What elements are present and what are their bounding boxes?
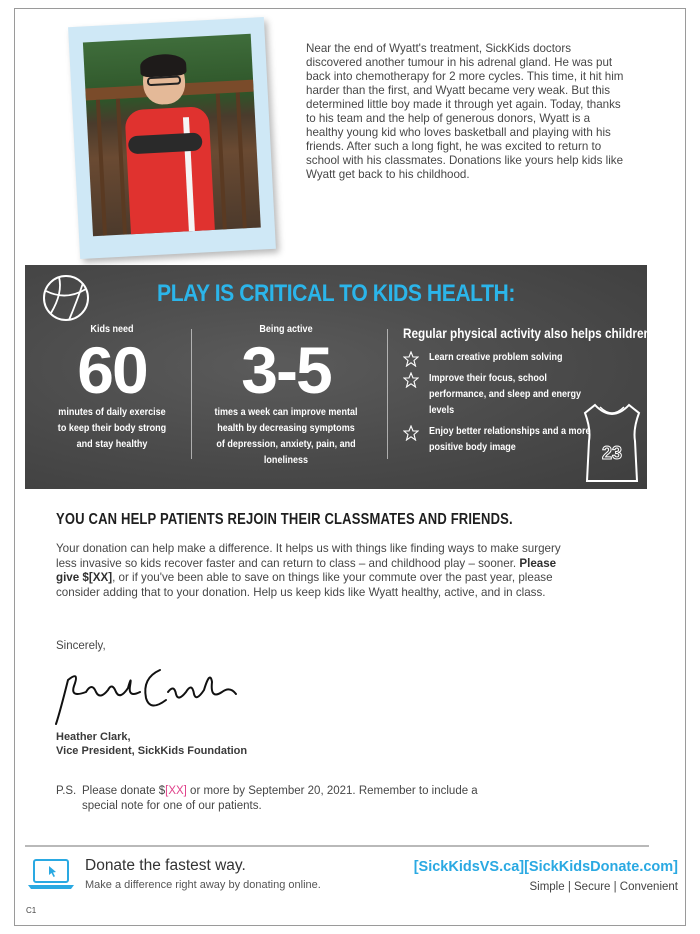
star-icon bbox=[403, 351, 419, 367]
chalkboard-title: PLAY IS CRITICAL TO KIDS HEALTH: bbox=[157, 280, 515, 307]
stat2-description: times a week can improve mental health by decreasing symptoms of depression, anxiety, pain, and loneliness bbox=[214, 406, 358, 466]
star-icon bbox=[403, 372, 419, 388]
stat1-label: Kids need bbox=[90, 323, 134, 335]
postscript: P.S. Please donate $[XX] or more by September 20, 2021. Remember to include a special note for one of our patients. bbox=[56, 785, 478, 812]
amount-placeholder: [XX] bbox=[88, 571, 113, 584]
footer-subtitle: Make a difference right away by donating online. bbox=[85, 879, 321, 891]
footer-divider bbox=[25, 845, 649, 847]
signer-block bbox=[56, 730, 247, 758]
footer-title: Donate the fastest way. bbox=[85, 857, 246, 874]
chalk-divider bbox=[387, 329, 388, 459]
please-give-text: Please give $ bbox=[56, 556, 557, 584]
benefit-item: Improve their focus, school performance, and sleep and energy levels bbox=[403, 370, 633, 418]
benefits-heading: Regular physical activity also helps children: bbox=[403, 325, 655, 341]
donate-url-link[interactable]: [SickKidsVS.ca][SickKidsDonate.com] bbox=[413, 859, 678, 875]
stat-60-minutes bbox=[47, 323, 177, 452]
ps-amount-placeholder: [XX] bbox=[165, 785, 187, 797]
stat-3-5-times bbox=[201, 323, 371, 468]
polaroid-photo-frame bbox=[68, 17, 276, 259]
jersey-icon bbox=[581, 401, 643, 485]
benefit-item: Enjoy better relationships and a more positive body image bbox=[403, 423, 633, 455]
signature-image bbox=[50, 652, 250, 728]
story-paragraph: Near the end of Wyatt's treatment, SickKids doctors discovered another tumour in his adrenal gland. He was put back into chemotherapy for 2 more cycles. This time, it hit him harder than the first, and Wyatt became very weak. But this determined little boy made it through yet again. Today, thanks to his team and the help of generous donors, Wyatt is a healthy young kid who loves basketball and playing with his friends. After such a long fight, he was excited to return to school with his classmates. Donations like yours help kids like Wyatt get back to his childhood. bbox=[306, 42, 624, 181]
chalk-divider bbox=[191, 329, 192, 459]
ps-label: P.S. bbox=[56, 785, 77, 797]
benefit-item: Learn creative problem solving bbox=[403, 349, 633, 365]
stat1-description: minutes of daily exercise to keep their body strong and stay healthy bbox=[57, 406, 167, 450]
stat2-number: 3-5 bbox=[241, 333, 331, 407]
letter-headline: YOU CAN HELP PATIENTS REJOIN THEIR CLASSMATES AND FRIENDS. bbox=[56, 511, 513, 528]
donation-paragraph: Your donation can help make a difference. It helps us with things like finding ways to make surgery less invasive so kids recover faster and can return to class – and childhood play – sooner. Please give $[XX], or if you've been able to save on things like your commute over the past year, please consider adding that to your donation. Help us keep kids like Wyatt healthy, active, and in class. bbox=[56, 542, 561, 599]
footer-tagline: Simple | Secure | Convenient bbox=[529, 881, 678, 893]
jersey-number: 23 bbox=[601, 443, 623, 463]
signer-name: Heather Clark, bbox=[56, 731, 131, 743]
star-icon bbox=[403, 425, 419, 441]
chalkboard-infographic bbox=[25, 265, 655, 489]
closing: Sincerely, bbox=[56, 640, 106, 652]
stat2-label: Being active bbox=[259, 323, 313, 335]
laptop-icon bbox=[26, 858, 76, 890]
page-code: C1 bbox=[26, 906, 37, 915]
stat1-number: 60 bbox=[77, 333, 147, 407]
photo-of-wyatt bbox=[83, 34, 261, 237]
signer-title: Vice President, SickKids Foundation bbox=[56, 745, 248, 757]
